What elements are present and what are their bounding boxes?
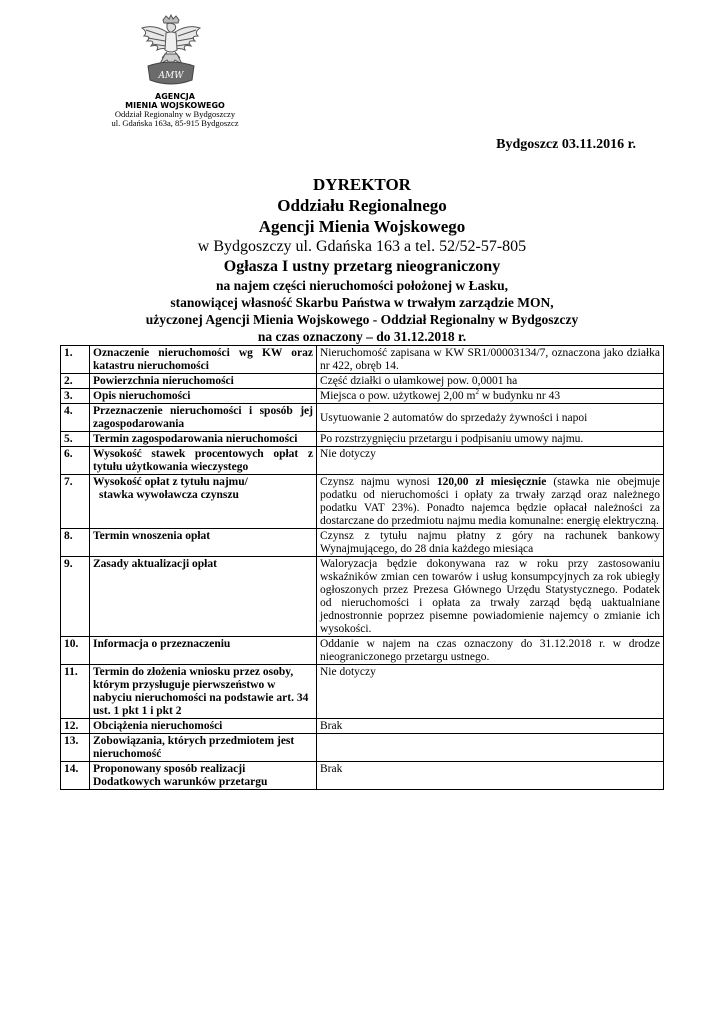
amw-eagle-logo <box>134 14 208 92</box>
row-label: Obciążenia nieruchomości <box>90 719 317 734</box>
agency-line1: AGENCJA <box>155 92 195 101</box>
row-value <box>317 734 664 762</box>
row-number: 8. <box>61 529 90 557</box>
agency-block <box>90 92 260 128</box>
row-label: Wysokość stawek procentowych opłat z tytułu użytkowania wieczystego <box>90 447 317 475</box>
row-value: Brak <box>317 762 664 790</box>
row-value-text: (stawka nie obejmuje podatku od nieruchomości i opłaty za trwały zarząd oraz należnego podatku VAT 23%). Ponadto najemca będzie opłacał należności za dostarczane do przedmiotu najmu media komunalne: energię elektryczną. <box>320 476 661 527</box>
row-number: 7. <box>61 475 90 529</box>
agency-branch: Oddział Regionalny w Bydgoszczy <box>114 109 236 119</box>
row-value: Nieruchomość zapisana w KW SR1/00003134/7, oznaczona jako działka nr 422, obręb 14. <box>317 346 664 374</box>
heading-announcement: Ogłasza I ustny przetarg nieograniczony <box>223 258 501 275</box>
agency-line2: MIENIA WOJSKOWEGO <box>125 101 225 110</box>
row-value <box>317 389 664 404</box>
row-value: Waloryzacja będzie dokonywana raz w roku przy zastosowaniu wskaźników zmian cen towarów i usług konsumpcyjnych za rok ubiegły ogłoszonych przez Prezesa Głównego Urzędu Statystycznego. Podatek od nieruchomości i opłata za trwały zarząd będą uaktualniane jednostronnie poprzez pisemne powiadomienie najemcy o zmianie ich wysokości. <box>317 557 664 637</box>
superscript: 2 <box>475 388 479 397</box>
row-number: 5. <box>61 432 90 447</box>
table-row <box>61 404 664 432</box>
row-value: Nie dotyczy <box>317 665 664 719</box>
row-number: 10. <box>61 637 90 665</box>
table-row <box>61 374 664 389</box>
row-value: Usytuowanie 2 automatów do sprzedaży żywności i napoi <box>317 404 664 432</box>
row-number: 12. <box>61 719 90 734</box>
row-value: Oddanie w najem na czas oznaczony do 31.12.2018 r. w drodze nieograniczonego przetargu ustnego. <box>317 637 664 665</box>
row-number: 3. <box>61 389 90 404</box>
row-label: Przeznaczenie nieruchomości i sposób jej zagospodarowania <box>90 404 317 432</box>
row-label-line: Wysokość opłat z tytułu najmu/ <box>93 476 248 488</box>
row-number: 2. <box>61 374 90 389</box>
heading-line3: Agencji Mienia Wojskowego <box>258 217 466 236</box>
row-number: 9. <box>61 557 90 637</box>
row-label <box>90 475 317 529</box>
heading-sub1: na najem części nieruchomości położonej w Łasku, <box>215 278 509 293</box>
row-number: 14. <box>61 762 90 790</box>
row-label: Opis nieruchomości <box>90 389 317 404</box>
row-value: Po rozstrzygnięciu przetargu i podpisaniu umowy najmu. <box>317 432 664 447</box>
row-number: 1. <box>61 346 90 374</box>
row-number: 13. <box>61 734 90 762</box>
announcement-heading <box>40 174 684 345</box>
row-number: 11. <box>61 665 90 719</box>
table-row <box>61 389 664 404</box>
row-label: Powierzchnia nieruchomości <box>90 374 317 389</box>
table-row <box>61 557 664 637</box>
row-label-line: stawka wywoławcza czynszu <box>99 489 239 501</box>
row-label: Proponowany sposób realizacji Dodatkowych warunków przetargu <box>90 762 317 790</box>
row-label: Informacja o przeznaczeniu <box>90 637 317 665</box>
row-value: Nie dotyczy <box>317 447 664 475</box>
row-value: Czynsz z tytułu najmu płatny z góry na rachunek bankowy Wynajmującego, do 28 dnia każdego miesiąca <box>317 529 664 557</box>
heading-sub4: na czas oznaczony – do 31.12.2018 r. <box>257 329 467 344</box>
row-label: Termin zagospodarowania nieruchomości <box>90 432 317 447</box>
terms-table <box>60 345 664 790</box>
row-label: Zobowiązania, których przedmiotem jest nieruchomość <box>90 734 317 762</box>
document-date: Bydgoszcz 03.11.2016 r. <box>496 137 636 152</box>
row-number: 4. <box>61 404 90 432</box>
row-label: Oznaczenie nieruchomości wg KW oraz katastru nieruchomości <box>90 346 317 374</box>
row-value: Brak <box>317 719 664 734</box>
logo-text: AMW <box>158 71 184 81</box>
table-row <box>61 447 664 475</box>
row-value-text: Miejsca o pow. użytkowej 2,00 m <box>320 390 476 402</box>
table-row <box>61 637 664 665</box>
rent-amount: 120,00 zł miesięcznie <box>436 476 547 488</box>
table-row <box>61 762 664 790</box>
row-label: Termin wnoszenia opłat <box>90 529 317 557</box>
table-row <box>61 529 664 557</box>
agency-address: ul. Gdańska 163a, 85-915 Bydgoszcz <box>111 118 239 128</box>
heading-title: DYREKTOR <box>313 175 411 194</box>
row-value-text: w budynku nr 43 <box>478 390 561 402</box>
heading-line2: Oddziału Regionalnego <box>277 196 447 215</box>
table-row <box>61 719 664 734</box>
row-value: Część działki o ułamkowej pow. 0,0001 ha <box>317 374 664 389</box>
table-row <box>61 665 664 719</box>
row-value <box>317 475 664 529</box>
table-row <box>61 475 664 529</box>
table-row <box>61 346 664 374</box>
heading-line4: w Bydgoszczy ul. Gdańska 163 a tel. 52/52-57-805 <box>197 238 527 255</box>
row-number: 6. <box>61 447 90 475</box>
row-label: Termin do złożenia wniosku przez osoby, którym przysługuje pierwszeństwo w nabyciu nieruchomości na podstawie art. 34 ust. 1 pkt 1 i pkt 2 <box>90 665 317 719</box>
table-row <box>61 734 664 762</box>
table-row <box>61 432 664 447</box>
heading-sub3: użyczonej Agencji Mienia Wojskowego - Oddział Regionalny w Bydgoszczy <box>145 312 579 327</box>
row-value-text: Czynsz najmu wynosi <box>320 476 437 488</box>
row-label: Zasady aktualizacji opłat <box>90 557 317 637</box>
heading-sub2: stanowiącej własność Skarbu Państwa w trwałym zarządzie MON, <box>170 295 554 310</box>
